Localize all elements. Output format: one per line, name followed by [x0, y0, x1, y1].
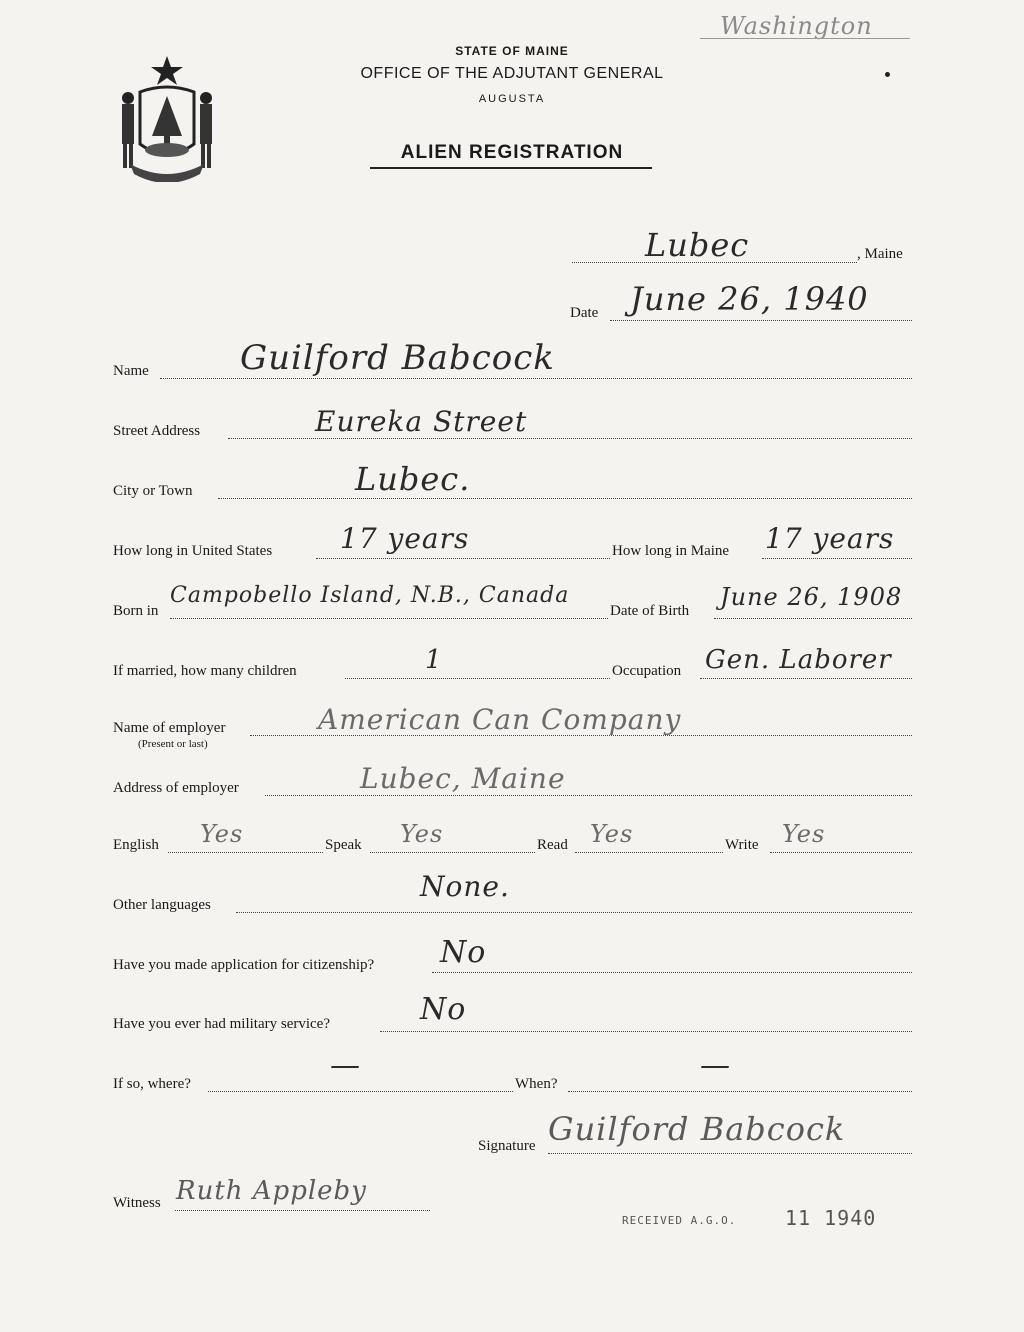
- dob-label: Date of Birth: [610, 603, 690, 619]
- english-value: Yes: [200, 820, 244, 848]
- write-value: Yes: [782, 820, 826, 848]
- maine-line: [762, 558, 912, 559]
- employer-address-label: Address of employer: [113, 780, 239, 796]
- street-value: Eureka Street: [315, 405, 528, 438]
- born-line: [170, 618, 608, 619]
- employer-sub-label: (Present or last): [138, 738, 208, 750]
- occupation-value: Gen. Laborer: [705, 645, 892, 675]
- other-lang-label: Other languages: [113, 897, 211, 913]
- born-value: Campobello Island, N.B., Canada: [170, 583, 570, 608]
- citizenship-line: [432, 972, 912, 973]
- english-label: English: [113, 837, 159, 853]
- where-line: [208, 1091, 513, 1092]
- corner-note-underline: [700, 38, 910, 39]
- city-label: City or Town: [113, 483, 193, 499]
- occupation-line: [700, 678, 912, 679]
- town-suffix: , Maine: [857, 246, 903, 262]
- occupation-label: Occupation: [612, 663, 682, 679]
- children-label: If married, how many children: [113, 663, 297, 679]
- citizenship-value: No: [440, 935, 487, 970]
- signature-line: [548, 1153, 912, 1154]
- date-label: Date: [570, 305, 599, 321]
- date-line: [610, 320, 912, 321]
- children-value: 1: [425, 645, 443, 675]
- employer-address-value: Lubec, Maine: [360, 762, 566, 795]
- dob-value: June 26, 1908: [720, 583, 903, 611]
- city-value: Lubec.: [355, 460, 471, 498]
- military-value: No: [420, 992, 467, 1027]
- witness-label: Witness: [113, 1195, 161, 1211]
- military-label: Have you ever had military service?: [113, 1016, 330, 1032]
- header-city: AUGUSTA: [478, 93, 546, 105]
- us-value: 17 years: [340, 522, 470, 555]
- employer-address-line: [265, 795, 912, 796]
- witness-value: Ruth Appleby: [176, 1176, 367, 1206]
- maine-value: 17 years: [765, 522, 895, 555]
- us-line: [316, 558, 610, 559]
- read-label: Read: [537, 837, 568, 853]
- other-lang-line: [236, 912, 912, 913]
- speak-value: Yes: [400, 820, 444, 848]
- employer-label: Name of employer: [113, 720, 226, 736]
- header-office: OFFICE OF THE ADJUTANT GENERAL: [360, 65, 664, 82]
- dob-line: [714, 618, 912, 619]
- employer-value: American Can Company: [318, 703, 682, 736]
- maine-label: How long in Maine: [612, 543, 730, 559]
- corner-note: Washington: [720, 12, 873, 40]
- when-value: —: [700, 1048, 731, 1083]
- signature-label: Signature: [478, 1138, 536, 1154]
- when-line: [568, 1091, 912, 1092]
- name-line: [160, 378, 912, 379]
- speak-label: Speak: [325, 837, 362, 853]
- us-label: How long in United States: [113, 543, 273, 559]
- received-stamp-date: 11 1940: [785, 1206, 877, 1230]
- date-value: June 26, 1940: [630, 280, 869, 318]
- english-line: [168, 852, 323, 853]
- where-label: If so, where?: [113, 1076, 191, 1092]
- received-stamp: RECEIVED A.G.O.: [622, 1214, 737, 1227]
- when-label: When?: [515, 1076, 558, 1092]
- street-label: Street Address: [113, 423, 201, 439]
- header-state: STATE OF MAINE: [455, 44, 569, 58]
- citizenship-label: Have you made application for citizenship?: [113, 957, 375, 973]
- children-line: [345, 678, 610, 679]
- city-line: [218, 498, 912, 499]
- town-value: Lubec: [645, 226, 750, 264]
- title-underline: [370, 167, 652, 169]
- where-value: —: [330, 1048, 361, 1083]
- other-lang-value: None.: [420, 870, 510, 903]
- read-line: [575, 852, 723, 853]
- military-line: [380, 1031, 912, 1032]
- read-value: Yes: [590, 820, 634, 848]
- name-value: Guilford Babcock: [240, 338, 555, 378]
- signature-value: Guilford Babcock: [548, 1110, 846, 1148]
- name-label: Name: [113, 363, 149, 379]
- form-title: ALIEN REGISTRATION: [400, 142, 624, 163]
- witness-line: [175, 1210, 430, 1211]
- write-line: [770, 852, 912, 853]
- street-line: [228, 438, 912, 439]
- seal-label: MAINE: [150, 164, 184, 175]
- born-label: Born in: [113, 603, 159, 619]
- speak-line: [370, 852, 535, 853]
- write-label: Write: [725, 837, 759, 853]
